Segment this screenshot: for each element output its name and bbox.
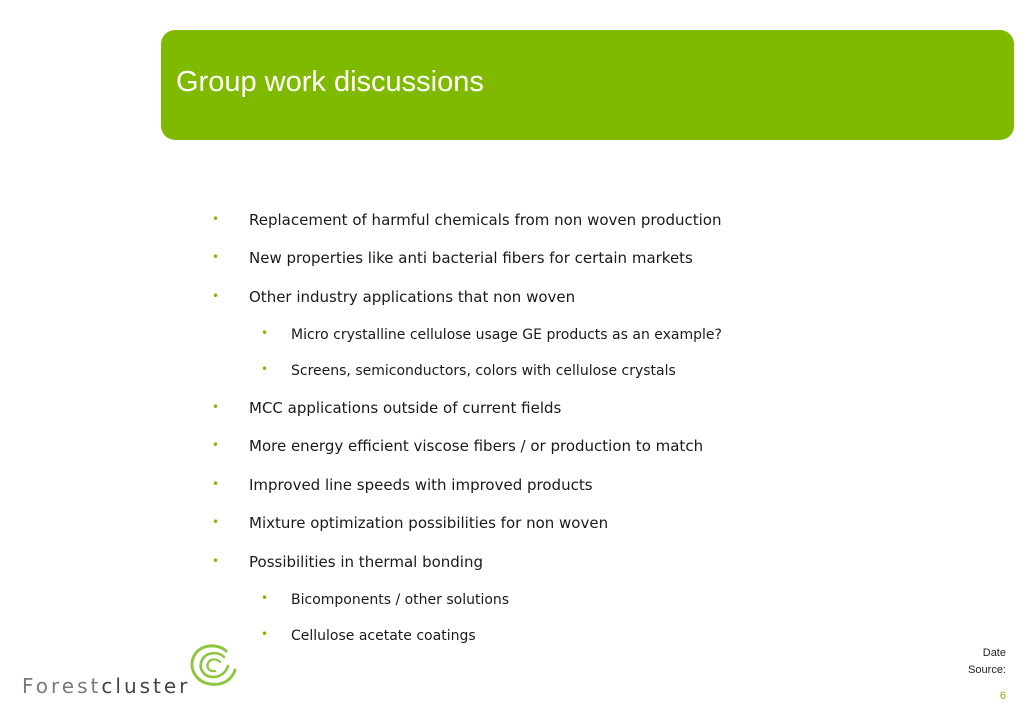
bullet-text: More energy efficient viscose fibers / or production to match [249,437,704,455]
page-number: 6 [999,690,1006,702]
bullet-text: Possibilities in thermal bonding [249,553,483,571]
bullet-icon: • [261,362,269,376]
bullet-text: Bicomponents / other solutions [291,592,510,608]
bullet-icon: • [212,400,220,414]
footer-source: Source: [968,664,1006,676]
bullet-icon: • [261,627,269,641]
bullet-icon: • [212,554,220,568]
logo-word-forest: Forest [22,674,102,698]
bullet-icon: • [212,438,220,452]
bullet-text: Replacement of harmful chemicals from non woven production [249,211,722,229]
slide-title: Group work discussions [176,66,484,98]
bullet-text: Improved line speeds with improved products [249,476,593,494]
bullet-icon: • [212,212,220,226]
bullet-icon: • [212,515,220,529]
bullet-item [212,476,593,494]
bullet-icon: • [261,591,269,605]
sub-bullet-item [261,326,722,343]
footer-date: Date [982,647,1006,659]
logo-wordmark [22,674,190,698]
sub-bullet-item [261,591,509,608]
bullet-text: Cellulose acetate coatings [291,628,476,644]
bullet-icon: • [261,326,269,340]
bullet-text: Other industry applications that non woven [249,288,576,306]
swirl-logo-icon [188,642,238,688]
bullet-text: MCC applications outside of current fields [249,399,562,417]
bullet-item [212,288,575,306]
bullet-item [212,211,721,229]
bullet-icon: • [212,250,220,264]
sub-bullet-item [261,627,476,644]
bullet-text: Mixture optimization possibilities for non woven [249,514,609,532]
bullet-text: Micro crystalline cellulose usage GE products as an example? [291,327,722,343]
bullet-text: Screens, semiconductors, colors with cellulose crystals [291,363,676,379]
logo-word-cluster: cluster [101,674,191,698]
bullet-item [212,399,561,417]
forestcluster-logo [22,640,242,700]
bullet-item [212,514,608,532]
bullet-item [212,553,483,571]
bullet-text: New properties like anti bacterial fibers for certain markets [249,249,693,267]
sub-bullet-item [261,362,676,379]
bullet-icon: • [212,477,220,491]
bullet-item [212,249,693,267]
bullet-item [212,437,703,455]
bullet-icon: • [212,289,220,303]
